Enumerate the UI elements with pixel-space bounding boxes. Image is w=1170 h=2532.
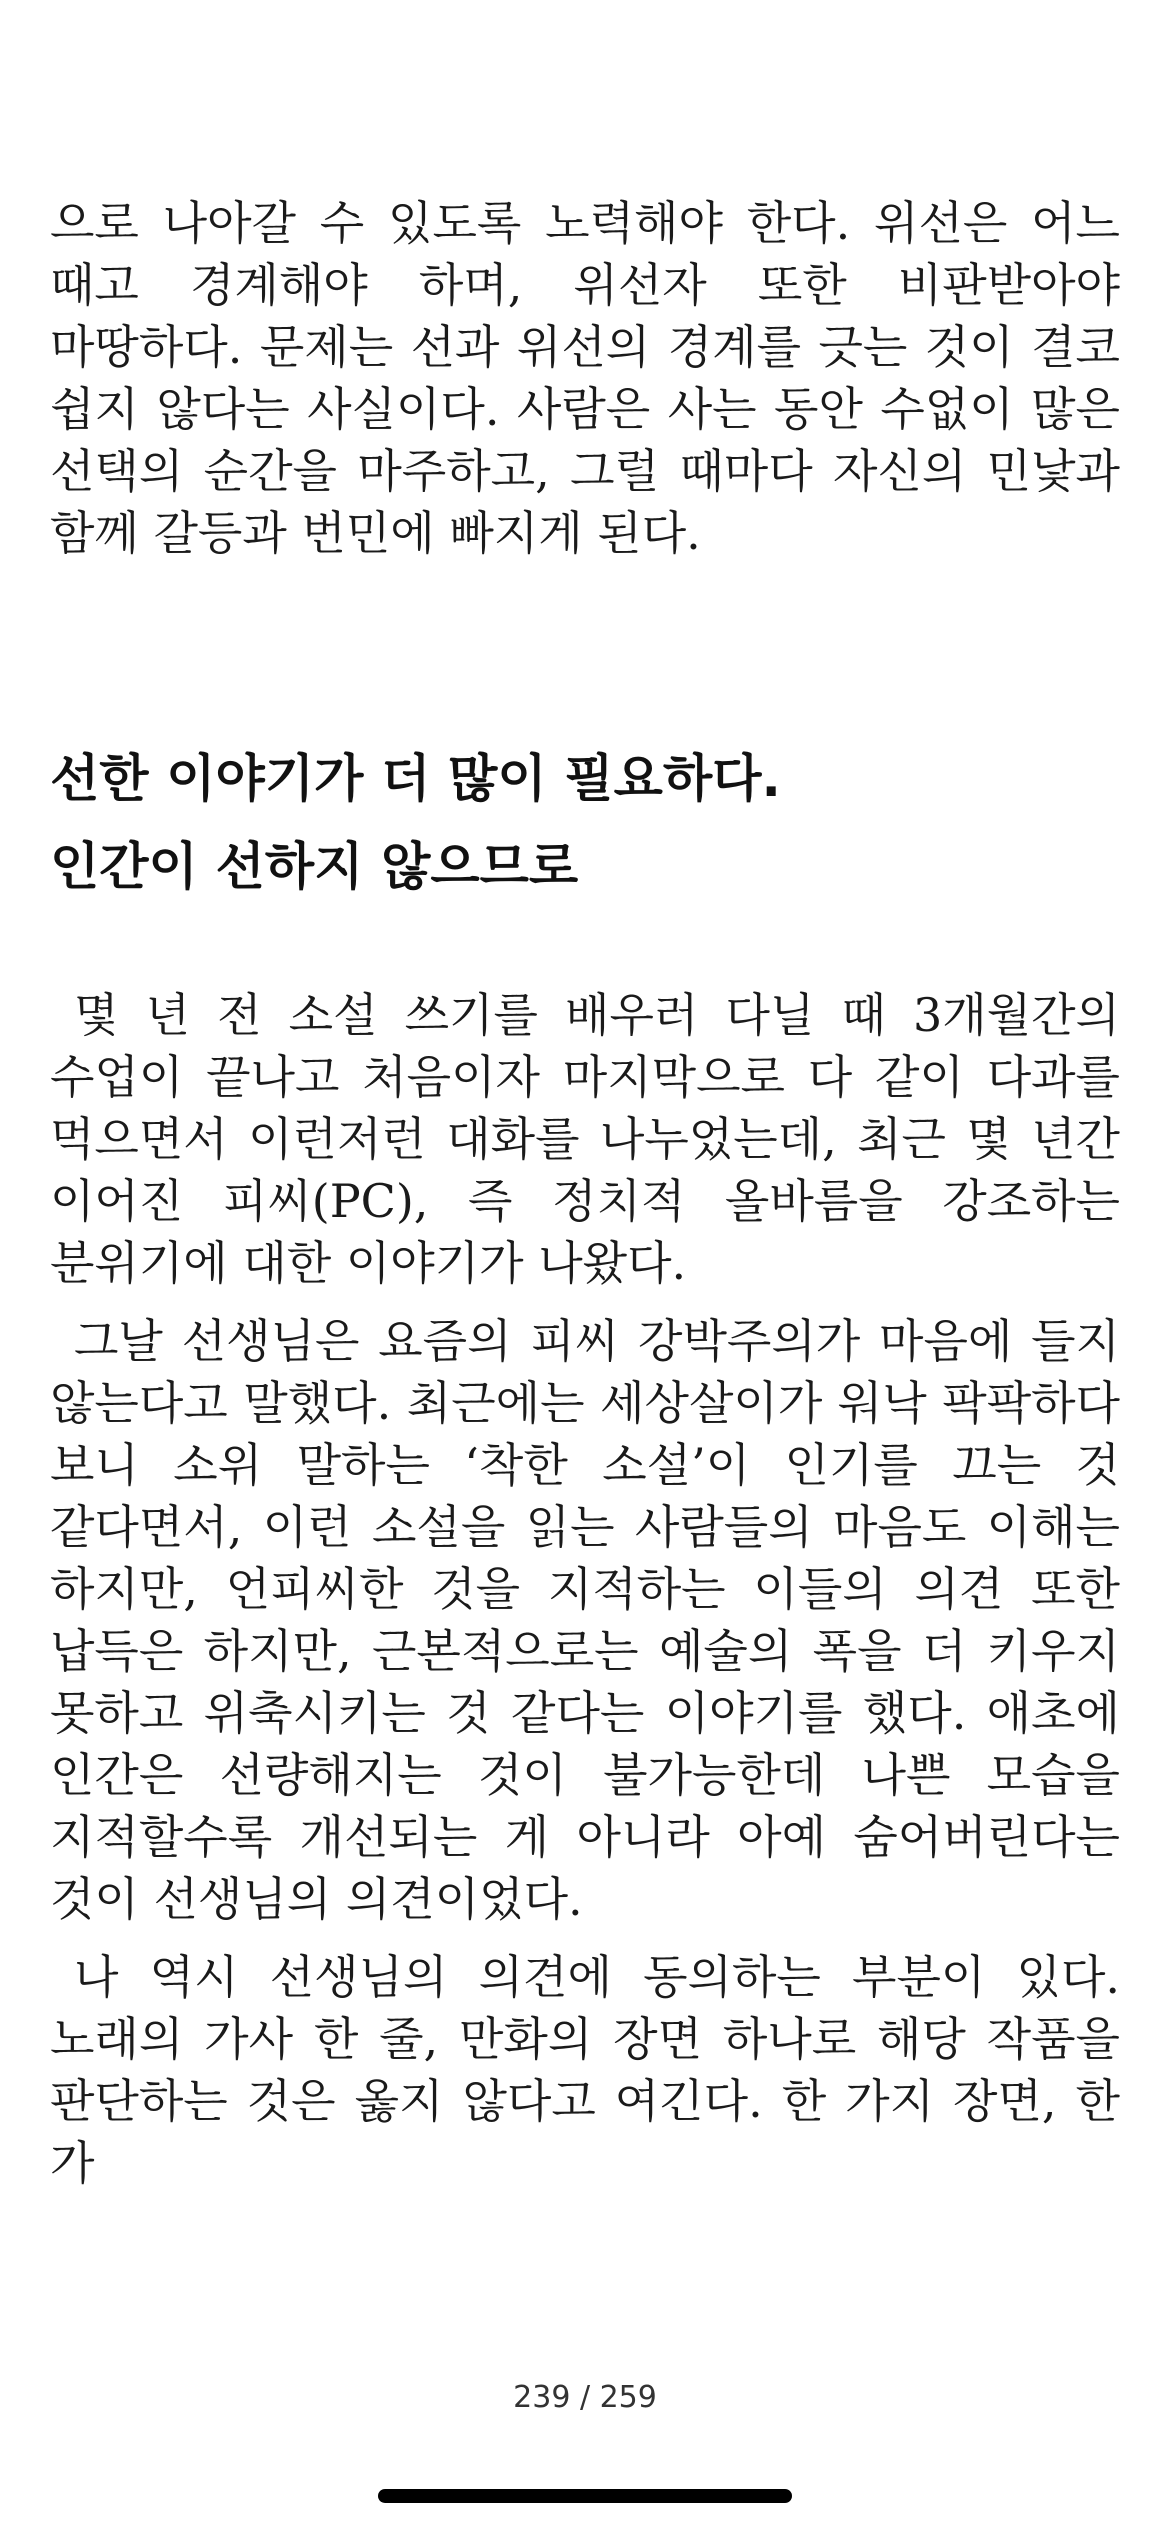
section-heading — [50, 736, 1120, 912]
section-heading-line-2: 인간이 선하지 않으므로 — [50, 838, 579, 897]
body-paragraph: 으로 나아갈 수 있도록 노력해야 한다. 위선은 어느 때고 경계해야 하며, 위선자 또한 비판받아야 마땅하다. 문제는 선과 위선의 경계를 긋는 것이 결코 쉽지 않다는 사실이다. 사람은 사는 동안 수없이 많은 선택의 순간을 마주하고, 그럴 때마다 자신의 민낯과 함께 갈등과 번민에 빠지게 된다. — [50, 196, 1120, 560]
page-number: 239 / 259 — [513, 2380, 657, 2415]
body-paragraph: 그날 선생님은 요즘의 피씨 강박주의가 마음에 들지 않는다고 말했다. 최근에는 세상살이가 워낙 팍팍하다 보니 소위 말하는 ‘착한 소설’이 인기를 끄는 것 같다면서, 이런 소설을 읽는 사람들의 마음도 이해는 하지만, 언피씨한 것을 지적하는 이들의 의견 또한 납득은 하지만, 근본적으로는 예술의 폭을 더 키우지 못하고 위축시키는 것 같다는 이야기를 했다. 애초에 인간은 선량해지는 것이 불가능한데 나쁜 모습을 지적할수록 개선되는 게 아니라 아예 숨어버린다는 것이 선생님의 의견이었다. — [50, 1314, 1120, 1926]
home-indicator[interactable] — [378, 2489, 792, 2503]
body-paragraph: 몇 년 전 소설 쓰기를 배우러 다닐 때 3개월간의 수업이 끝나고 처음이자 마지막으로 다 같이 다과를 먹으면서 이런저런 대화를 나누었는데, 최근 몇 년간 이어진 피씨(PC), 즉 정치적 올바름을 강조하는 분위기에 대한 이야기가 나왔다. — [50, 988, 1120, 1290]
body-paragraph: 나 역시 선생님의 의견에 동의하는 부분이 있다. 노래의 가사 한 줄, 만화의 장면 하나로 해당 작품을 판단하는 것은 옳지 않다고 여긴다. 한 가지 장면, 한 가 — [50, 1950, 1120, 2190]
reader-page — [50, 192, 1120, 2210]
section-heading-line-1: 선한 이야기가 더 많이 필요하다. — [50, 750, 781, 809]
